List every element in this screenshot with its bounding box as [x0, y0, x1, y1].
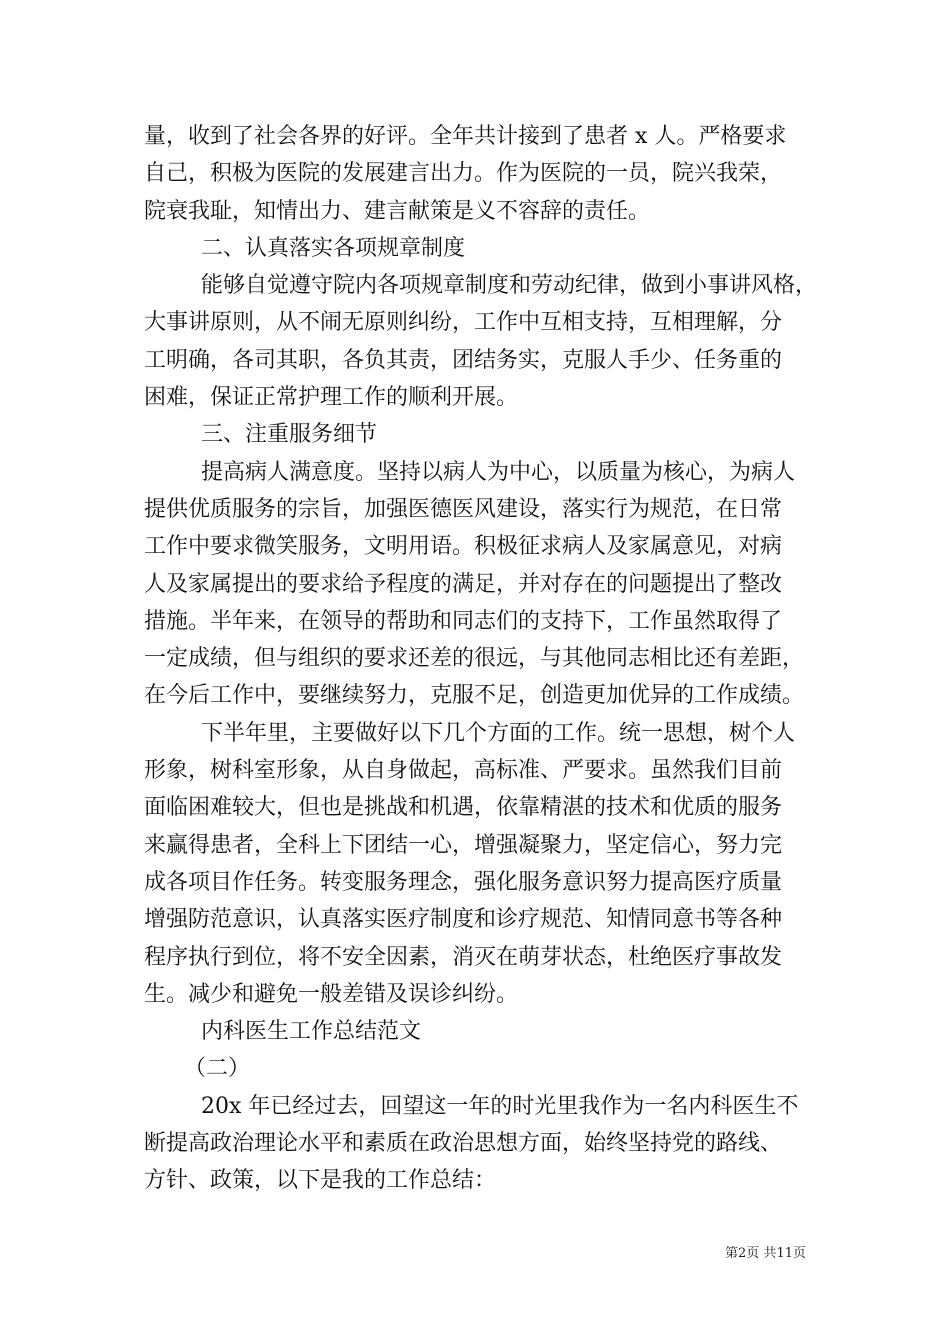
footer-prefix: 第: [725, 1246, 739, 1261]
text-line: 方针、政策，以下是我的工作总结：: [144, 1168, 497, 1194]
section-number: （二）: [184, 1056, 251, 1082]
text-line: 大事讲原则，从不闹无原则纠纷，工作中互相支持，互相理解，分: [144, 310, 783, 336]
footer-suffix: 页: [792, 1246, 806, 1261]
text-line: 来赢得患者，全科上下团结一心，增强凝聚力，坚定信心，努力完: [144, 832, 783, 858]
page-footer: [0, 1246, 806, 1262]
paragraph-first-line: 提高病人满意度。坚持以病人为中心，以质量为核心，为病人: [201, 459, 796, 485]
text-line: 困难，保证正常护理工作的顺利开展。: [144, 385, 519, 411]
paragraph-first-line: 20x 年已经过去，回望这一年的时光里我作为一名内科医生不: [201, 1093, 799, 1119]
text-line: 生。减少和避免一般差错及误诊纠纷。: [144, 981, 519, 1007]
text-line: 院衰我耻，知情出力、建言献策是义不容辞的责任。: [144, 198, 651, 224]
total-pages-number: 11: [776, 1246, 793, 1261]
text-line: 面临困难较大，但也是挑战和机遇，依靠精湛的技术和优质的服务: [144, 795, 783, 821]
text-line: 增强防范意识，认真落实医疗制度和诊疗规范、知情同意书等各种: [144, 907, 783, 933]
text-line: 工作中要求微笑服务，文明用语。积极征求病人及家属意见，对病: [144, 534, 783, 560]
paragraph-first-line: 能够自觉遵守院内各项规章制度和劳动纪律，做到小事讲风格，: [201, 273, 818, 299]
paragraph-first-line: 下半年里，主要做好以下几个方面的工作。统一思想，树个人: [201, 720, 796, 746]
text-line: 形象，树科室形象，从自身做起，高标准、严要求。虽然我们目前: [144, 758, 783, 784]
text-line: 自己，积极为医院的发展建言出力。作为医院的一员，院兴我荣，: [144, 161, 783, 187]
footer-middle: 页 共: [746, 1246, 777, 1261]
section-heading: 二、认真落实各项规章制度: [201, 235, 466, 261]
text-line: 量，收到了社会各界的好评。全年共计接到了患者 x 人。严格要求: [144, 124, 787, 149]
text-line: 在今后工作中，要继续努力，克服不足，创造更加优异的工作成绩。: [144, 683, 805, 709]
text-line: 程序执行到位，将不安全因素，消灭在萌芽状态，杜绝医疗事故发: [144, 944, 783, 970]
section-heading: 三、注重服务细节: [201, 422, 378, 448]
text-line: 提供优质服务的宗旨，加强医德医风建设，落实行为规范，在日常: [144, 496, 783, 522]
document-subtitle: 内科医生工作总结范文: [201, 1019, 422, 1045]
text-line: 措施。半年来，在领导的帮助和同志们的支持下，工作虽然取得了: [144, 608, 783, 634]
text-line: 成各项目作任务。转变服务理念，强化服务意识努力提高医疗质量: [144, 869, 783, 895]
text-line: 一定成绩，但与组织的要求还差的很远，与其他同志相比还有差距，: [144, 646, 805, 672]
text-line: 断提高政治理论水平和素质在政治思想方面，始终坚持党的路线、: [144, 1131, 783, 1157]
current-page-number: 2: [738, 1246, 747, 1261]
text-line: 人及家属提出的要求给予程度的满足，并对存在的问题提出了整改: [144, 571, 783, 597]
document-body: [144, 118, 824, 1200]
text-line: 工明确，各司其职，各负其责，团结务实，克服人手少、任务重的: [144, 347, 783, 373]
